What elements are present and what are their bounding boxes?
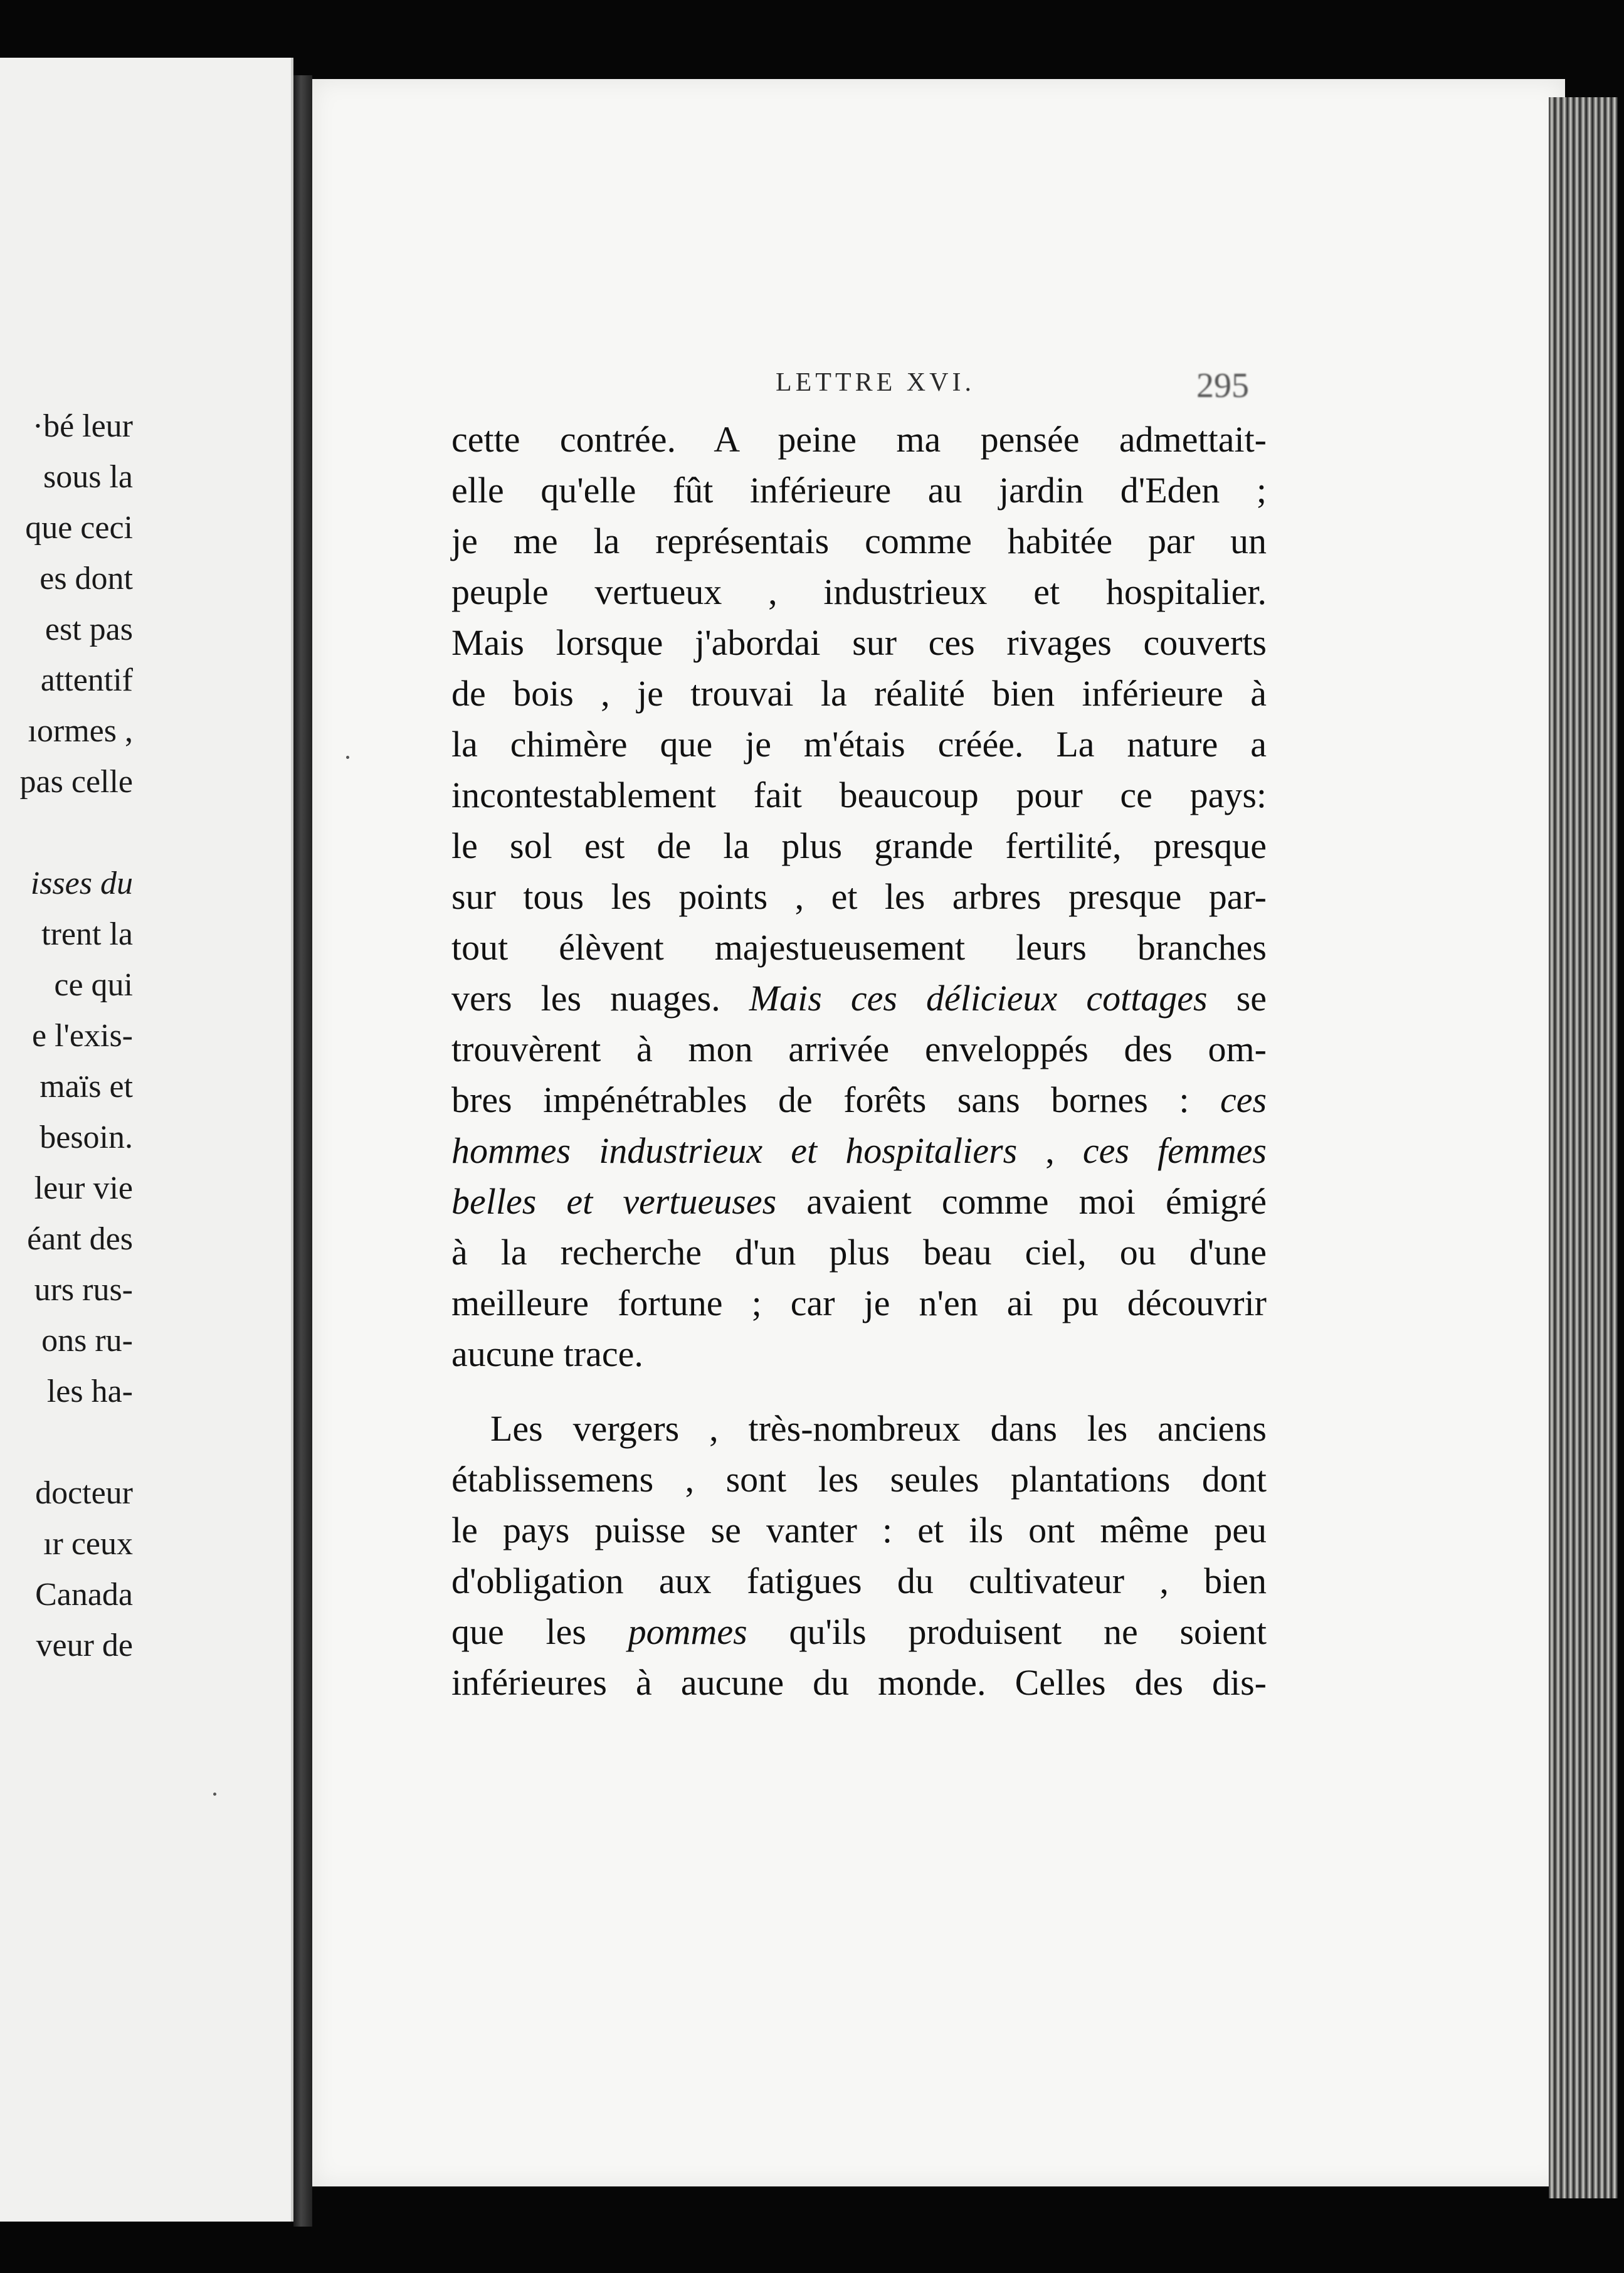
text-line: trouvèrent à mon arrivée enveloppés des om- — [451, 1029, 1267, 1069]
italic-span: hommes industrieux et hospitaliers — [451, 1130, 1018, 1171]
text-line: je me la représentais comme habitée par un — [451, 521, 1267, 561]
facing-page-line: est pas — [45, 612, 133, 647]
facing-page-line: veur de — [36, 1628, 133, 1663]
italic-span: ces — [1220, 1079, 1267, 1120]
facing-page-line: éant des — [27, 1221, 133, 1257]
facing-page-line: ır ceux — [43, 1526, 133, 1562]
text-line: d'obligation aux fatigues du cultivateur , bien — [451, 1560, 1267, 1601]
text-line — [451, 1074, 1267, 1125]
text-line: incontestablement fait beaucoup pour ce pays: — [451, 775, 1267, 815]
running-head: LETTRE XVI. — [776, 368, 975, 397]
facing-page-line: sous la — [43, 459, 133, 495]
italic-span: ces femmes — [1082, 1130, 1267, 1171]
facing-page-line: ·bé leur — [32, 408, 133, 444]
italic-span: pommes — [628, 1611, 747, 1652]
text-line — [451, 1125, 1267, 1176]
facing-page-line: ce qui — [54, 967, 133, 1003]
page-edges — [1549, 97, 1618, 2198]
left-facing-page — [0, 58, 293, 2222]
book-gutter — [293, 75, 312, 2227]
facing-page-line: les ha- — [46, 1374, 133, 1409]
text-line: la chimère que je m'étais créée. La nature a — [451, 724, 1267, 765]
italic-span: Mais ces délicieux cottages — [749, 978, 1208, 1019]
facing-page-line: urs rus- — [34, 1272, 133, 1308]
text-line: peuple vertueux , industrieux et hospitalier. — [451, 571, 1267, 612]
facing-page-line: besoin. — [40, 1120, 133, 1155]
text-line — [451, 1176, 1267, 1227]
facing-page-line: Canada — [35, 1577, 133, 1613]
text-line: aucune trace. — [451, 1333, 643, 1374]
text-line: meilleure fortune ; car je n'en ai pu découvrir — [451, 1283, 1267, 1323]
text-line: cette contrée. A peine ma pensée admettait- — [451, 419, 1267, 460]
facing-page-line: attentif — [40, 662, 133, 698]
text-line: inférieures à aucune du monde. Celles des dis- — [451, 1662, 1267, 1703]
facing-page-line: docteur — [35, 1475, 133, 1511]
facing-page-line: e l'exis- — [32, 1018, 133, 1054]
text-line: elle qu'elle fût inférieure au jardin d'Eden ; — [451, 470, 1267, 511]
text-span: bres impénétrables de forêts sans bornes : — [451, 1079, 1189, 1120]
page-number: 295 — [1196, 366, 1249, 405]
facing-page-line: leur vie — [34, 1170, 133, 1206]
facing-page-line: es dont — [40, 561, 133, 596]
facing-page-line: maïs et — [40, 1069, 133, 1105]
text-line — [451, 1606, 1267, 1657]
facing-page-line: que ceci — [25, 510, 133, 546]
text-line: tout élèvent majestueusement leurs branches — [451, 927, 1267, 968]
text-span: , — [1045, 1130, 1055, 1171]
facing-page-line: ıormes , — [28, 713, 133, 749]
text-span: vers les nuages. — [451, 978, 720, 1019]
text-line: établissemens , sont les seules plantations dont — [451, 1459, 1267, 1500]
text-line: Les vergers , très-nombreux dans les anciens — [490, 1408, 1267, 1449]
text-span: avaient comme moi émigré — [806, 1181, 1267, 1222]
italic-span: belles et vertueuses — [451, 1181, 777, 1222]
body-text — [451, 414, 1267, 1762]
scan-speck — [213, 1793, 216, 1796]
scan-speck — [346, 756, 349, 759]
text-line — [451, 973, 1267, 1024]
text-line: Mais lorsque j'abordai sur ces rivages couverts — [451, 622, 1267, 663]
text-line: à la recherche d'un plus beau ciel, ou d'une — [451, 1232, 1267, 1273]
text-line: le pays puisse se vanter : et ils ont même peu — [451, 1510, 1267, 1550]
facing-page-line: pas celle — [19, 764, 133, 800]
facing-page-line: trent la — [41, 916, 133, 952]
facing-page-line: ons ru- — [41, 1323, 133, 1359]
text-span: se — [1236, 978, 1267, 1019]
facing-page-line: isses du — [30, 866, 133, 901]
text-span: qu'ils produisent ne soient — [789, 1611, 1267, 1652]
text-span: que les — [451, 1611, 586, 1652]
text-line: le sol est de la plus grande fertilité, presque — [451, 825, 1267, 866]
text-line: sur tous les points , et les arbres presque par- — [451, 876, 1267, 917]
text-line: de bois , je trouvai la réalité bien inférieure à — [451, 673, 1267, 714]
